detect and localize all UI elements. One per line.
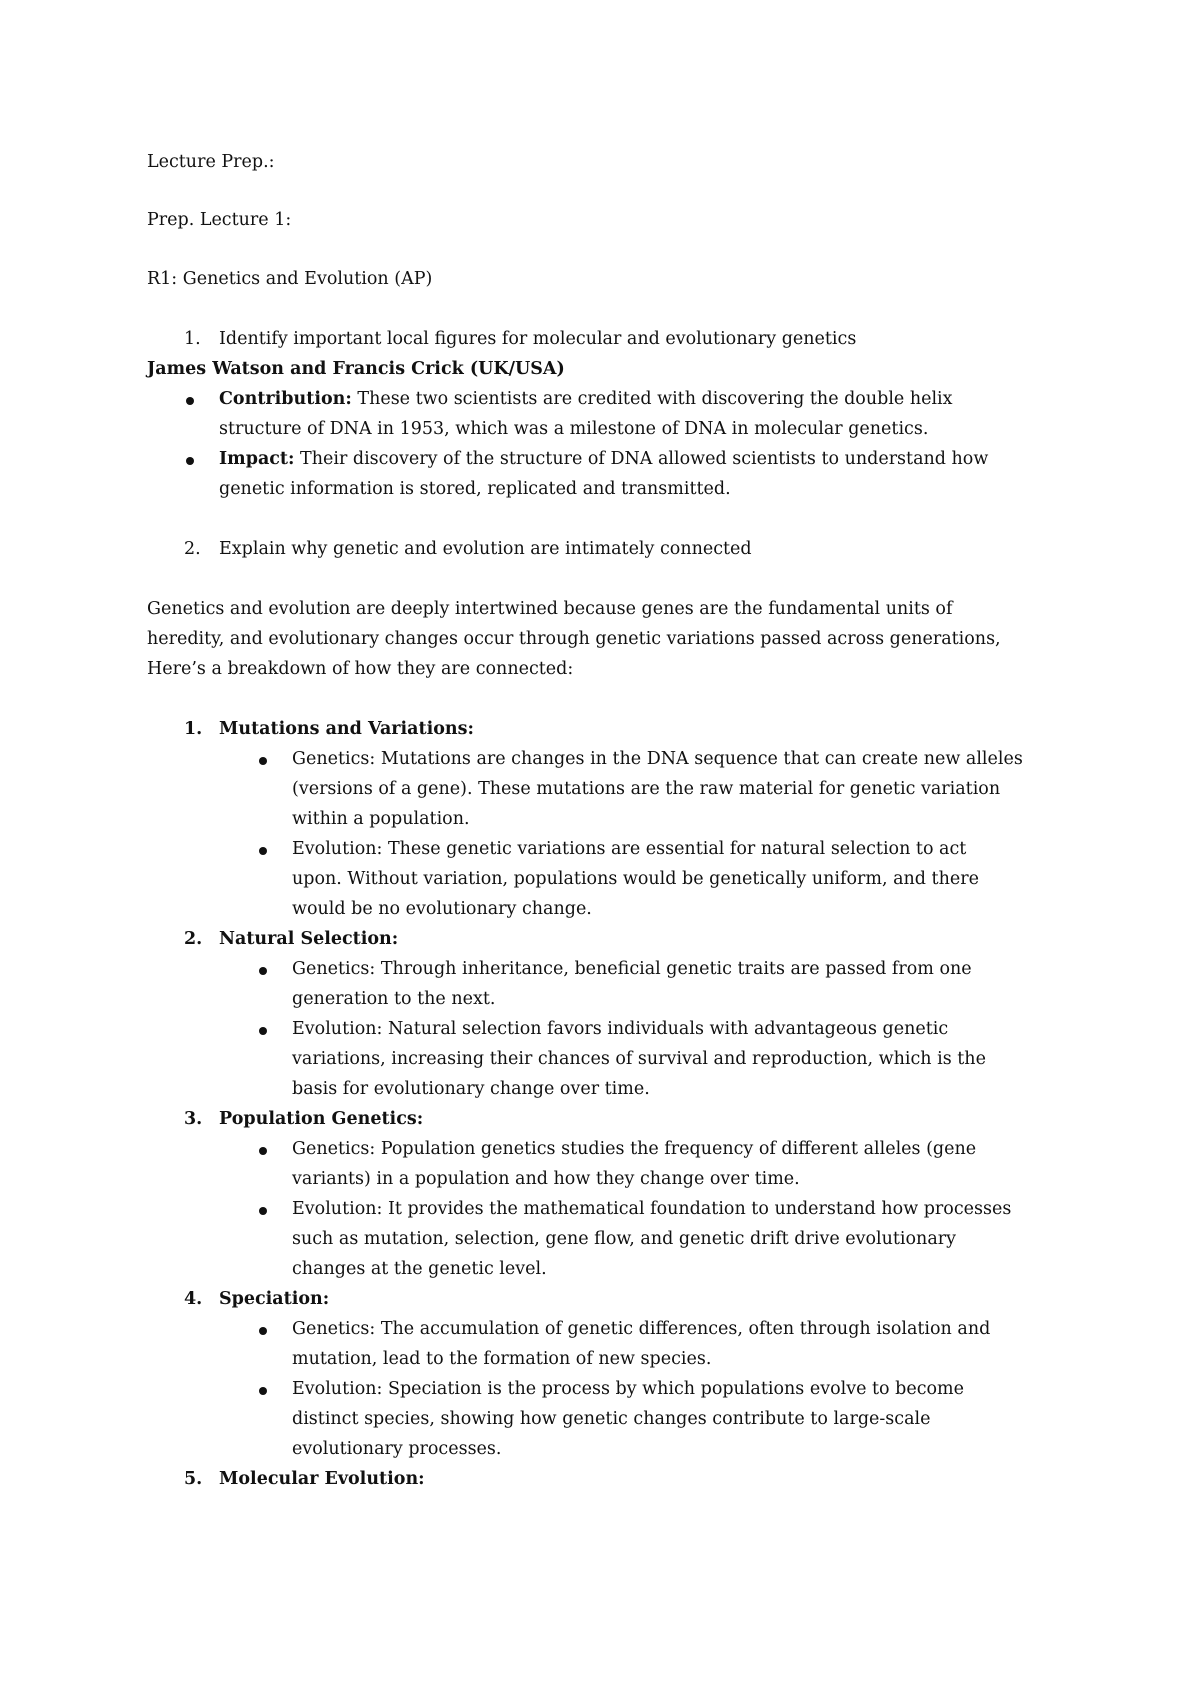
topic-2-bullet-1-line-2: generation to the next. bbox=[292, 989, 496, 1009]
topic-2-bullet-2-line-1: Evolution: Natural selection favors individuals with advantageous genetic bbox=[292, 1019, 949, 1039]
topic-3-bullet-1-line-2: variants) in a population and how they change over time. bbox=[292, 1169, 800, 1189]
topic-3-bullet-2-line-1: Evolution: It provides the mathematical foundation to understand how processes bbox=[292, 1199, 1012, 1219]
bullet-dot bbox=[259, 1207, 267, 1215]
bullet-dot bbox=[259, 1387, 267, 1395]
section-title: R1: Genetics and Evolution (AP) bbox=[147, 269, 433, 289]
intro-line-3: Here’s a breakdown of how they are connected: bbox=[147, 659, 574, 679]
topic-4-bullet-2-line-3: evolutionary processes. bbox=[292, 1439, 502, 1459]
intro-line-2: heredity, and evolutionary changes occur through genetic variations passed across generations, bbox=[147, 629, 1001, 649]
topic-3-title: Population Genetics: bbox=[219, 1109, 424, 1129]
bullet-dot bbox=[259, 1147, 267, 1155]
topic-2-title: Natural Selection: bbox=[219, 929, 399, 949]
intro-line-1: Genetics and evolution are deeply intertwined because genes are the fundamental units of bbox=[147, 599, 953, 619]
topic-1-title: Mutations and Variations: bbox=[219, 719, 474, 739]
bullet-dot bbox=[259, 967, 267, 975]
bullet-dot bbox=[186, 457, 194, 465]
bullet-dot bbox=[259, 1327, 267, 1335]
bullet-dot bbox=[186, 397, 194, 405]
bullet-dot bbox=[259, 1027, 267, 1035]
q2-number: 2. bbox=[184, 539, 201, 559]
contribution-text-1: These two scientists are credited with discovering the double helix bbox=[351, 389, 953, 409]
bullet-dot bbox=[259, 847, 267, 855]
topic-4-bullet-2-line-1: Evolution: Speciation is the process by which populations evolve to become bbox=[292, 1379, 964, 1399]
document-subheading: Prep. Lecture 1: bbox=[147, 210, 292, 230]
topic-1-bullet-1-line-2: (versions of a gene). These mutations are the raw material for genetic variation bbox=[292, 779, 1001, 799]
bullet-dot bbox=[259, 757, 267, 765]
impact-line-1 bbox=[219, 444, 988, 474]
topic-3-bullet-2-line-2: such as mutation, selection, gene flow, and genetic drift drive evolutionary bbox=[292, 1229, 957, 1249]
topic-2-bullet-2-line-3: basis for evolutionary change over time. bbox=[292, 1079, 650, 1099]
topic-4-number: 4. bbox=[184, 1289, 203, 1309]
topic-2-bullet-2-line-2: variations, increasing their chances of survival and reproduction, which is the bbox=[292, 1049, 986, 1069]
q2-text: Explain why genetic and evolution are intimately connected bbox=[219, 539, 752, 559]
topic-4-bullet-1-line-1: Genetics: The accumulation of genetic differences, often through isolation and bbox=[292, 1319, 991, 1339]
impact-line-2: genetic information is stored, replicated and transmitted. bbox=[219, 479, 731, 499]
topic-4-bullet-2-line-2: distinct species, showing how genetic changes contribute to large-scale bbox=[292, 1409, 931, 1429]
figure-name: James Watson and Francis Crick (UK/USA) bbox=[147, 359, 565, 379]
topic-4-title: Speciation: bbox=[219, 1289, 330, 1309]
topic-1-bullet-1-line-3: within a population. bbox=[292, 809, 470, 829]
topic-1-bullet-2-line-2: upon. Without variation, populations would be genetically uniform, and there bbox=[292, 869, 979, 889]
q1-text: Identify important local figures for molecular and evolutionary genetics bbox=[219, 329, 857, 349]
contribution-line-2: structure of DNA in 1953, which was a milestone of DNA in molecular genetics. bbox=[219, 419, 929, 439]
impact-text-1: Their discovery of the structure of DNA allowed scientists to understand how bbox=[294, 449, 989, 469]
topic-4-bullet-1-line-2: mutation, lead to the formation of new species. bbox=[292, 1349, 712, 1369]
q1-number: 1. bbox=[184, 329, 201, 349]
topic-1-bullet-2-line-1: Evolution: These genetic variations are essential for natural selection to act bbox=[292, 839, 967, 859]
topic-2-bullet-1-line-1: Genetics: Through inheritance, beneficial genetic traits are passed from one bbox=[292, 959, 972, 979]
contribution-label: Contribution: bbox=[219, 389, 352, 409]
topic-3-bullet-1-line-1: Genetics: Population genetics studies the frequency of different alleles (gene bbox=[292, 1139, 977, 1159]
topic-3-number: 3. bbox=[184, 1109, 203, 1129]
topic-1-bullet-2-line-3: would be no evolutionary change. bbox=[292, 899, 592, 919]
topic-5-number: 5. bbox=[184, 1469, 203, 1489]
topic-1-number: 1. bbox=[184, 719, 203, 739]
topic-5-title: Molecular Evolution: bbox=[219, 1469, 425, 1489]
contribution-line-1 bbox=[219, 384, 953, 414]
topic-2-number: 2. bbox=[184, 929, 203, 949]
impact-label: Impact: bbox=[219, 449, 295, 469]
topic-3-bullet-2-line-3: changes at the genetic level. bbox=[292, 1259, 547, 1279]
document-heading: Lecture Prep.: bbox=[147, 152, 275, 172]
topic-1-bullet-1-line-1: Genetics: Mutations are changes in the DNA sequence that can create new alleles bbox=[292, 749, 1023, 769]
